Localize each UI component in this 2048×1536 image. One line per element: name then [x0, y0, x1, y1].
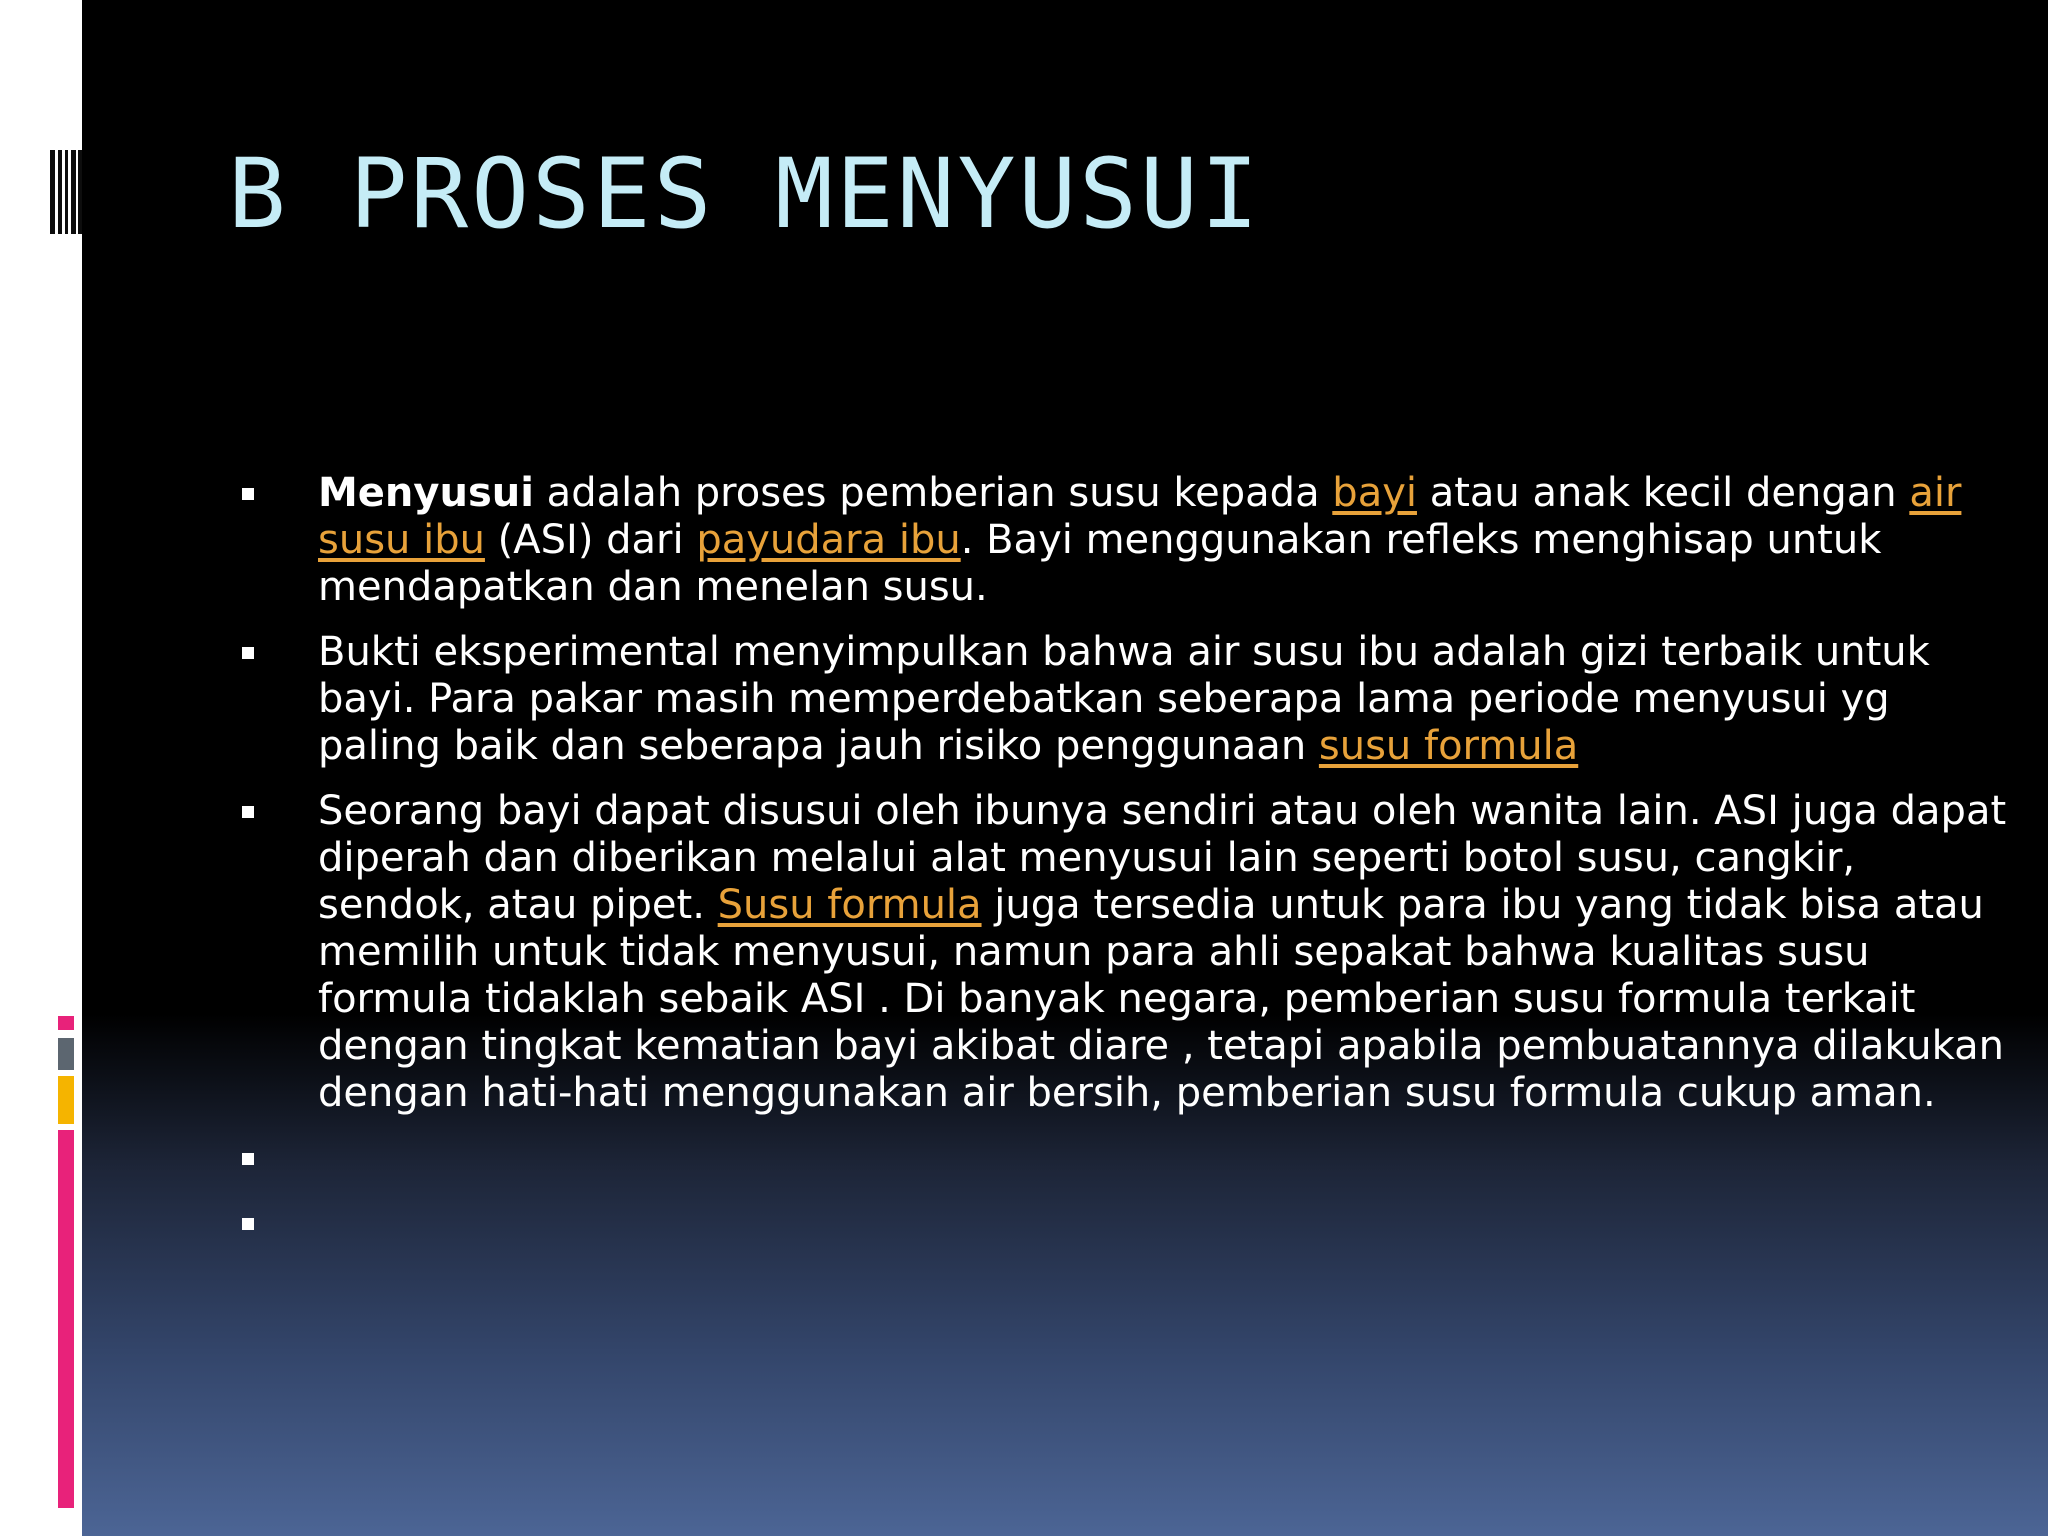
term-menyusui: Menyusui [318, 470, 534, 516]
slide-canvas [82, 0, 2048, 1536]
bullet-item-1 [242, 470, 2012, 611]
square-bullet-icon [242, 1218, 254, 1230]
slide-title: B PROSES MENYUSUI [228, 138, 1262, 250]
bullet-text: (ASI) dari [484, 517, 697, 563]
bullet-text: Bukti eksperimental menyimpulkan bahwa air susu ibu adalah gizi terbaik untuk bayi. Para pakar masih memperdebatkan seberapa lama periode menyusui yg paling baik dan seberapa jauh risiko penggunaan [318, 629, 1930, 769]
square-bullet-icon [242, 647, 254, 659]
bullet-item-2 [242, 629, 2012, 770]
bullet-item-3 [242, 788, 2012, 1117]
barcode-stripe [58, 150, 62, 234]
bullet-list [242, 470, 2012, 1265]
bullet-text: atau anak kecil dengan [1416, 470, 1910, 516]
accent-bar-pink-long [58, 1130, 74, 1508]
accent-bar-pink [58, 1016, 74, 1030]
square-bullet-icon [242, 1153, 254, 1165]
link-payudara-ibu[interactable]: payudara ibu [696, 517, 961, 563]
left-decoration [0, 0, 82, 1536]
barcode-stripe [50, 150, 55, 234]
bullet-text: juga tersedia untuk para ibu yang tidak bisa atau memilih untuk tidak menyusui, namun para ahli sepakat bahwa kualitas susu formula tidaklah sebaik ASI . Di banyak negara, pemberian susu formula terkait dengan tingkat kematian bayi akibat diare , tetapi apabila pembuatannya dilakukan dengan hati-hati menggunakan air bersih, pemberian susu formula cukup aman. [318, 882, 2004, 1116]
link-susu-formula-2[interactable]: Susu formula [717, 882, 982, 928]
link-susu-formula[interactable]: susu formula [1318, 723, 1579, 769]
link-bayi[interactable]: bayi [1332, 470, 1417, 516]
barcode-stripe [65, 150, 68, 234]
bullet-text: adalah proses pemberian susu kepada [533, 470, 1333, 516]
bullet-item-empty-2 [242, 1200, 2012, 1247]
bullet-text: Seorang bayi dapat disusui oleh ibunya sendiri atau oleh wanita lain. ASI juga dapat diperah dan diberikan melalui alat menyusui lain seperti botol susu, cangkir, sendok, atau pipet. [318, 788, 2007, 928]
square-bullet-icon [242, 488, 254, 500]
barcode-stripe [71, 150, 76, 234]
accent-bar-orange [58, 1076, 74, 1124]
square-bullet-icon [242, 806, 254, 818]
bullet-text: . Bayi menggunakan refleks menghisap untuk mendapatkan dan menelan susu. [318, 517, 1882, 610]
accent-bar-gray [58, 1038, 74, 1070]
link-air-susu-ibu[interactable]: air susu ibu [318, 470, 1962, 563]
bullet-item-empty-1 [242, 1135, 2012, 1182]
